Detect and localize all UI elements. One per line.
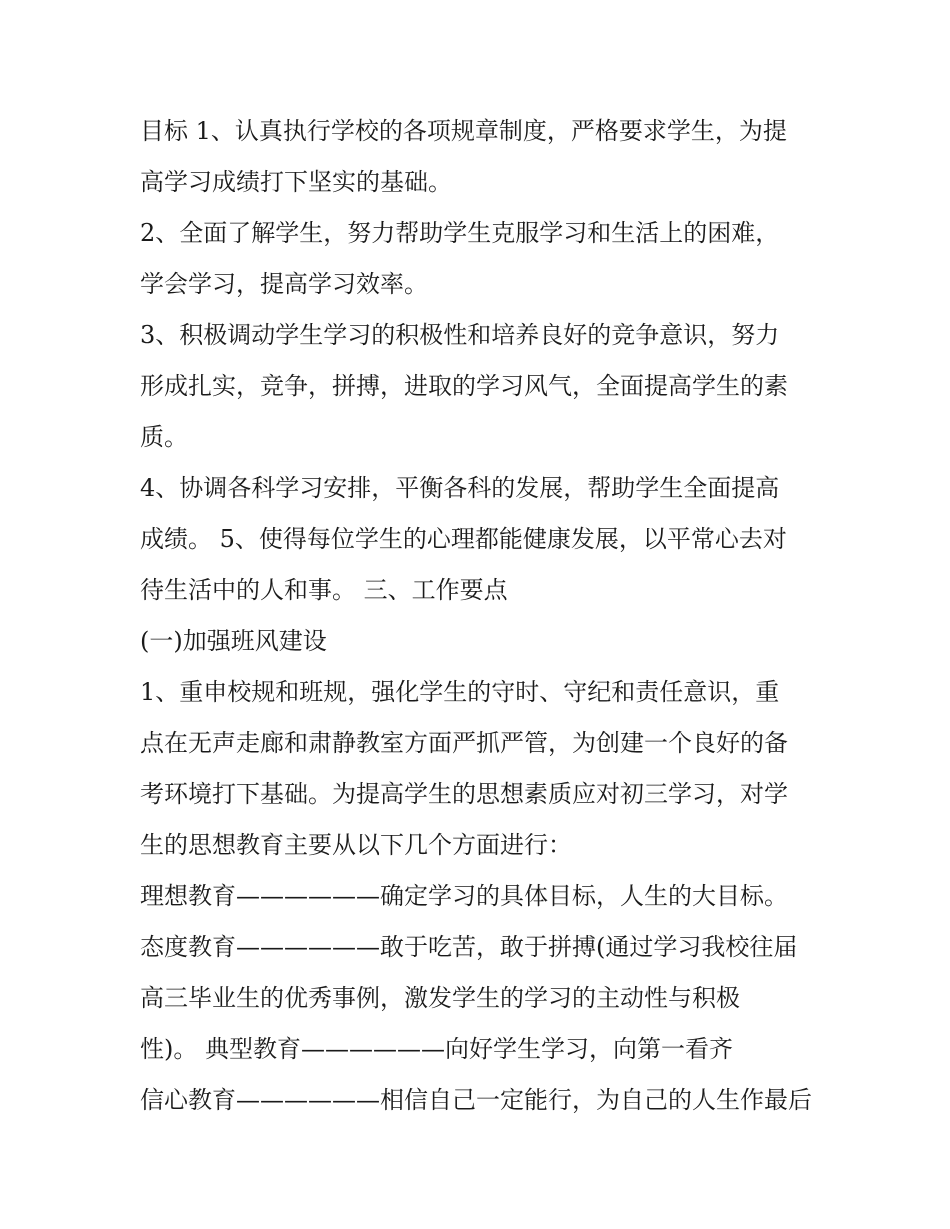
text-line: 2、全面了解学生，努力帮助学生克服学习和生活上的困难，	[140, 219, 780, 247]
text-line: 质。	[140, 423, 188, 451]
text-line: 3、积极调动学生学习的积极性和培养良好的竞争意识，努力	[140, 321, 780, 349]
text-line: 信心教育——————相信自己一定能行，为自己的人生作最后	[140, 1086, 812, 1114]
text-line: 4、协调各科学习安排，平衡各科的发展，帮助学生全面提高	[140, 474, 780, 502]
text-line: 高三毕业生的优秀事例，激发学生的学习的主动性与积极	[140, 984, 740, 1012]
document-body	[140, 106, 830, 1126]
text-line: 高学习成绩打下坚实的基础。	[140, 168, 452, 196]
text-line: 点在无声走廊和肃静教室方面严抓严管，为创建一个良好的备	[140, 729, 788, 757]
text-line: 成绩。 5、使得每位学生的心理都能健康发展，以平常心去对	[140, 525, 787, 553]
text-line: 1、重申校规和班规，强化学生的守时、守纪和责任意识，重	[140, 678, 780, 706]
text-line: 态度教育——————敢于吃苦，敢于拼搏(通过学习我校往届	[140, 933, 798, 961]
section-heading: (一)加强班风建设	[140, 627, 327, 655]
text-line: 理想教育——————确定学习的具体目标，人生的大目标。	[140, 882, 788, 910]
text-line: 目标 1、认真执行学校的各项规章制度，严格要求学生，为提	[140, 117, 787, 145]
text-line: 考环境打下基础。为提高学生的思想素质应对初三学习，对学	[140, 780, 788, 808]
text-line: 形成扎实，竞争，拼搏，进取的学习风气，全面提高学生的素	[140, 372, 788, 400]
text-line: 生的思想教育主要从以下几个方面进行：	[140, 831, 572, 859]
text-line: 性)。 典型教育——————向好学生学习，向第一看齐	[140, 1035, 733, 1063]
text-line: 学会学习，提高学习效率。	[140, 270, 428, 298]
text-line: 待生活中的人和事。 三、工作要点	[140, 576, 508, 604]
